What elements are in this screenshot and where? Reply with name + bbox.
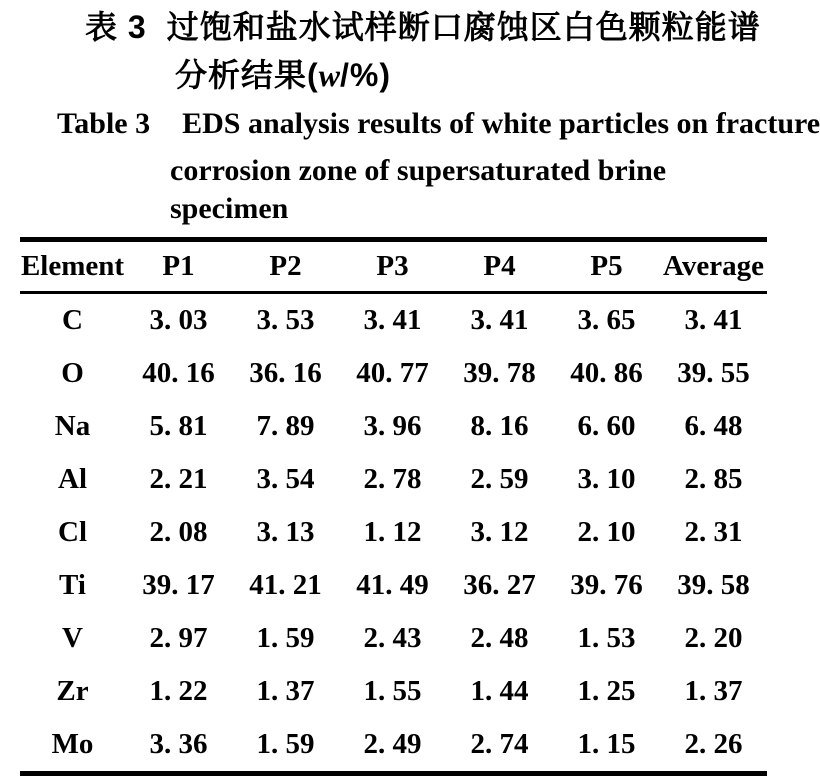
value-cell: 2. 21	[149, 463, 208, 495]
value-cell: 3. 10	[577, 463, 636, 495]
value-cell: 3. 36	[149, 728, 208, 760]
value-cell: 3. 41	[684, 304, 743, 336]
table-title-zh-line2-prefix: 分析结果(	[175, 57, 319, 93]
value-cell: 2. 59	[470, 463, 529, 495]
table-caption-zh-line2	[0, 55, 786, 95]
value-cell: 39. 17	[142, 569, 215, 601]
mass-fraction-symbol: w	[318, 57, 341, 93]
table-caption-zh	[0, 0, 786, 95]
value-cell: 2. 31	[684, 516, 743, 548]
value-cell: 2. 08	[149, 516, 208, 548]
value-cell: 1. 25	[577, 675, 636, 707]
value-cell: 5. 81	[149, 410, 208, 442]
table-title-en-text: EDS analysis results of white particles on fracture	[182, 107, 820, 140]
value-cell: 3. 12	[470, 516, 529, 548]
table-number-en: Table 3	[57, 107, 151, 140]
table-bottom-rule	[20, 771, 767, 776]
value-cell: 1. 37	[684, 675, 743, 707]
value-cell: 2. 97	[149, 622, 208, 654]
value-cell: 2. 26	[684, 728, 743, 760]
value-cell: 3. 03	[149, 304, 208, 336]
value-cell: 2. 49	[363, 728, 422, 760]
value-cell: 41. 49	[356, 569, 429, 601]
value-cell: 39. 55	[677, 357, 750, 389]
column-header: P3	[376, 250, 409, 282]
value-cell: 40. 77	[356, 357, 429, 389]
value-cell: 6. 48	[684, 410, 743, 442]
eds-table	[20, 237, 767, 776]
value-cell: 40. 16	[142, 357, 215, 389]
table-row	[20, 559, 767, 612]
column-header: Average	[663, 250, 764, 282]
value-cell: 1. 53	[577, 622, 636, 654]
value-cell: 36. 27	[463, 569, 536, 601]
element-cell: Na	[54, 410, 91, 442]
column-header: P4	[483, 250, 516, 282]
value-cell: 2. 43	[363, 622, 422, 654]
value-cell: 39. 58	[677, 569, 750, 601]
table-row	[20, 665, 767, 718]
value-cell: 1. 59	[256, 622, 315, 654]
table-caption-en-line2: corrosion zone of supersaturated brine specimen	[170, 154, 667, 225]
value-cell: 36. 16	[249, 357, 322, 389]
table-row	[20, 400, 767, 453]
table-header-row	[20, 242, 767, 291]
value-cell: 39. 76	[570, 569, 643, 601]
element-cell: C	[62, 304, 83, 336]
table-row	[20, 347, 767, 400]
value-cell: 6. 60	[577, 410, 636, 442]
value-cell: 2. 20	[684, 622, 743, 654]
column-header: P1	[162, 250, 195, 282]
value-cell: 1. 59	[256, 728, 315, 760]
value-cell: 2. 74	[470, 728, 529, 760]
value-cell: 3. 41	[363, 304, 422, 336]
table-number-zh: 表 3	[85, 9, 147, 45]
element-cell: Zr	[56, 675, 89, 707]
value-cell: 3. 54	[256, 463, 315, 495]
table-row	[20, 612, 767, 665]
element-cell: Cl	[58, 516, 87, 548]
value-cell: 1. 12	[363, 516, 422, 548]
value-cell: 1. 44	[470, 675, 529, 707]
table-caption-en	[0, 105, 820, 228]
table-row	[20, 294, 767, 347]
value-cell: 2. 78	[363, 463, 422, 495]
element-cell: Mo	[51, 728, 94, 760]
column-header: P5	[590, 250, 623, 282]
value-cell: 2. 10	[577, 516, 636, 548]
element-cell: Ti	[59, 569, 86, 601]
element-cell: Al	[58, 463, 87, 495]
table-row	[20, 453, 767, 506]
table-body	[20, 294, 767, 771]
value-cell: 1. 37	[256, 675, 315, 707]
value-cell: 1. 22	[149, 675, 208, 707]
value-cell: 3. 96	[363, 410, 422, 442]
element-cell: O	[61, 357, 84, 389]
value-cell: 1. 15	[577, 728, 636, 760]
value-cell: 41. 21	[249, 569, 322, 601]
table-title-zh-text: 过饱和盐水试样断口腐蚀区白色颗粒能谱	[166, 9, 761, 45]
value-cell: 3. 41	[470, 304, 529, 336]
value-cell: 3. 65	[577, 304, 636, 336]
column-header: P2	[269, 250, 302, 282]
value-cell: 8. 16	[470, 410, 529, 442]
value-cell: 7. 89	[256, 410, 315, 442]
value-cell: 3. 53	[256, 304, 315, 336]
table-caption-zh-line1	[0, 0, 786, 47]
table-caption-en-line1	[0, 105, 820, 143]
element-cell: V	[62, 622, 83, 654]
value-cell: 1. 55	[363, 675, 422, 707]
table-title-zh-line2-suffix: /%)	[340, 57, 392, 93]
value-cell: 2. 85	[684, 463, 743, 495]
value-cell: 39. 78	[463, 357, 536, 389]
value-cell: 2. 48	[470, 622, 529, 654]
table-row	[20, 506, 767, 559]
value-cell: 40. 86	[570, 357, 643, 389]
table-row	[20, 718, 767, 771]
column-header-element: Element	[20, 250, 125, 282]
value-cell: 3. 13	[256, 516, 315, 548]
